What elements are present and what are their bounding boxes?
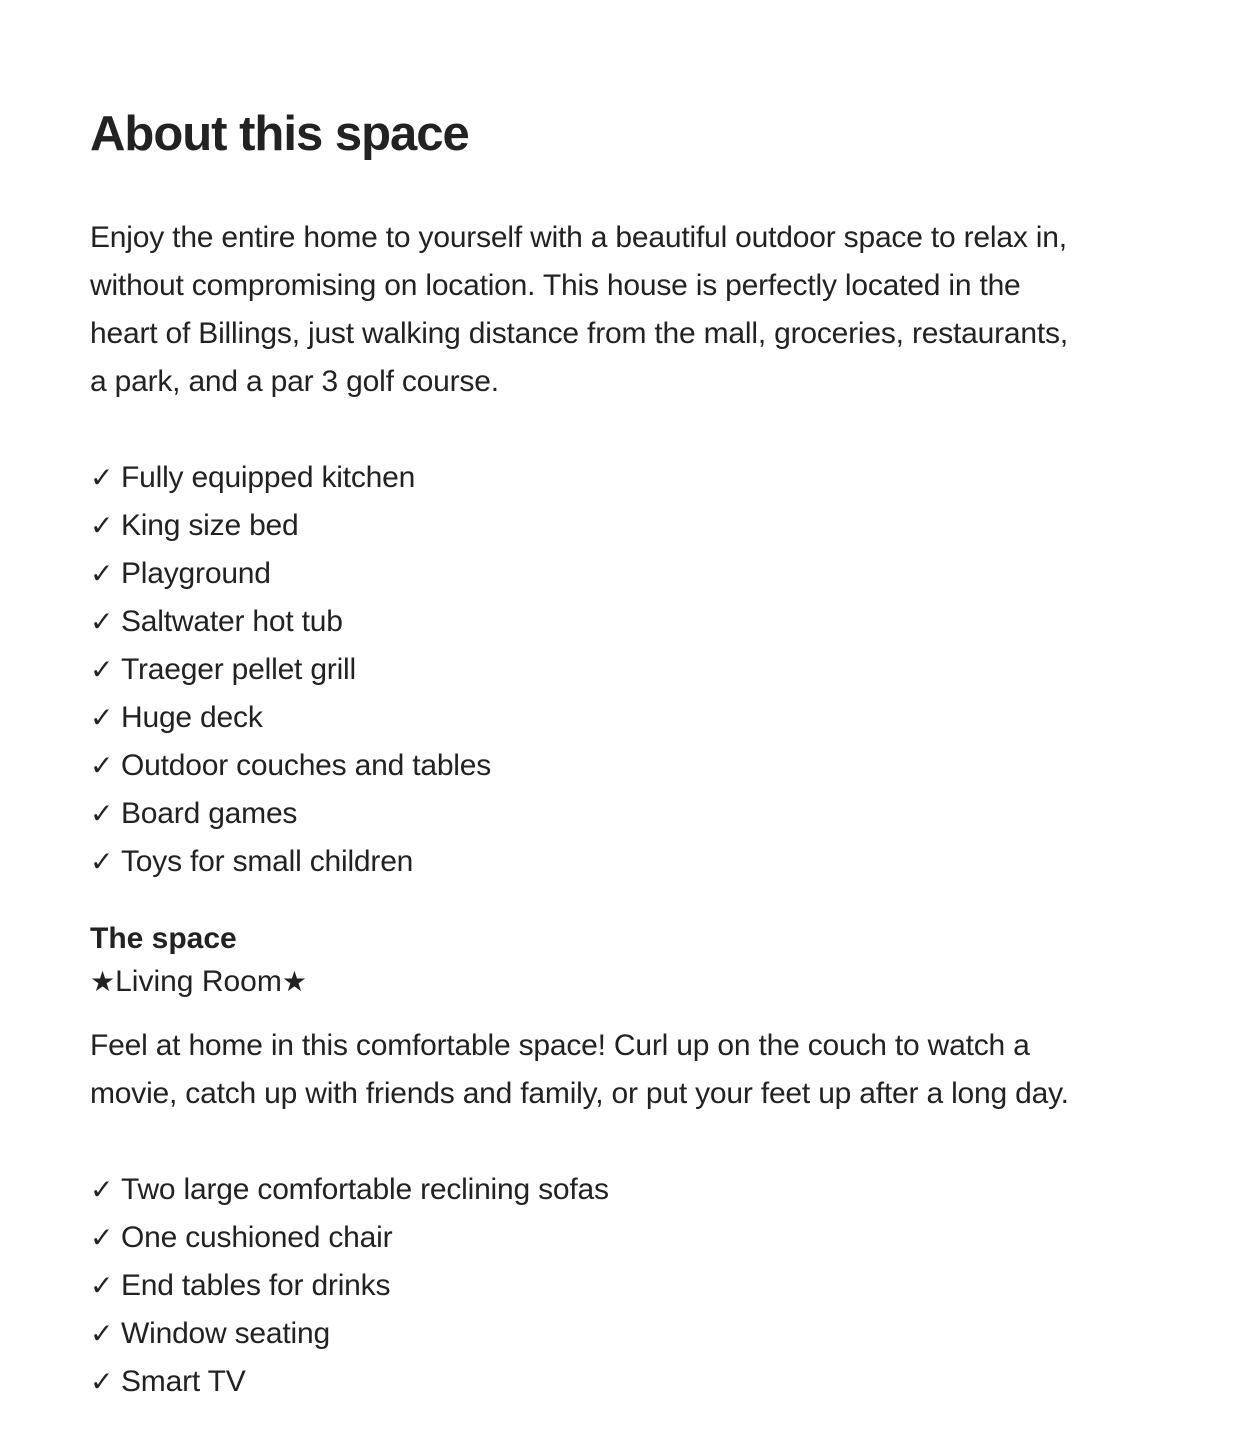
intro-line: Enjoy the entire home to yourself with a beautiful outdoor space to relax in, <box>90 221 1067 254</box>
amenity-label: Huge deck <box>121 701 263 734</box>
list-item <box>90 790 491 838</box>
room-title <box>90 960 307 1004</box>
checkmark-icon: ✓ <box>90 1173 114 1206</box>
feature-label: End tables for drinks <box>121 1269 391 1302</box>
list-item <box>90 1166 609 1214</box>
checkmark-icon: ✓ <box>90 1221 114 1254</box>
checkmark-icon: ✓ <box>90 1269 114 1302</box>
checkmark-icon: ✓ <box>90 749 114 782</box>
feature-label: Window seating <box>121 1317 330 1350</box>
intro-line: without compromising on location. This house is perfectly located in the <box>90 269 1021 302</box>
list-item <box>90 742 491 790</box>
room-description <box>90 1022 1220 1118</box>
amenity-label: Traeger pellet grill <box>121 653 356 686</box>
list-item <box>90 1262 609 1310</box>
feature-label: Smart TV <box>121 1365 246 1398</box>
list-item <box>90 550 491 598</box>
list-item <box>90 502 491 550</box>
amenity-label: Saltwater hot tub <box>121 605 343 638</box>
list-item <box>90 598 491 646</box>
feature-label: Two large comfortable reclining sofas <box>121 1173 609 1206</box>
page-title: About this space <box>90 107 469 161</box>
amenity-label: Board games <box>121 797 298 830</box>
section-heading-the-space: The space <box>90 922 237 955</box>
checkmark-icon: ✓ <box>90 557 114 590</box>
list-item <box>90 838 491 886</box>
star-icon: ★ <box>281 965 307 998</box>
checkmark-icon: ✓ <box>90 701 114 734</box>
list-item <box>90 1358 609 1406</box>
list-item <box>90 1310 609 1358</box>
checkmark-icon: ✓ <box>90 509 114 542</box>
room-description-line: movie, catch up with friends and family, or put your feet up after a long day. <box>90 1077 1069 1110</box>
amenity-label: Outdoor couches and tables <box>121 749 492 782</box>
intro-line: heart of Billings, just walking distance from the mall, groceries, restaurants, <box>90 317 1068 350</box>
checkmark-icon: ✓ <box>90 605 114 638</box>
checkmark-icon: ✓ <box>90 1317 114 1350</box>
list-item <box>90 1214 609 1262</box>
checkmark-icon: ✓ <box>90 797 114 830</box>
list-item <box>90 694 491 742</box>
list-item <box>90 646 491 694</box>
star-icon: ★ <box>90 965 116 998</box>
checkmark-icon: ✓ <box>90 845 114 878</box>
checkmark-icon: ✓ <box>90 1365 114 1398</box>
amenity-label: King size bed <box>121 509 299 542</box>
list-item <box>90 454 491 502</box>
amenity-label: Playground <box>121 557 271 590</box>
room-features-list <box>90 1166 609 1406</box>
amenity-label: Fully equipped kitchen <box>121 461 416 494</box>
room-title-label: Living Room <box>115 965 282 998</box>
intro-line: a park, and a par 3 golf course. <box>90 365 499 398</box>
intro-paragraph <box>90 214 1220 406</box>
amenities-list <box>90 454 491 886</box>
checkmark-icon: ✓ <box>90 653 114 686</box>
feature-label: One cushioned chair <box>121 1221 393 1254</box>
room-description-line: Feel at home in this comfortable space! Curl up on the couch to watch a <box>90 1029 1030 1062</box>
checkmark-icon: ✓ <box>90 461 114 494</box>
amenity-label: Toys for small children <box>121 845 414 878</box>
